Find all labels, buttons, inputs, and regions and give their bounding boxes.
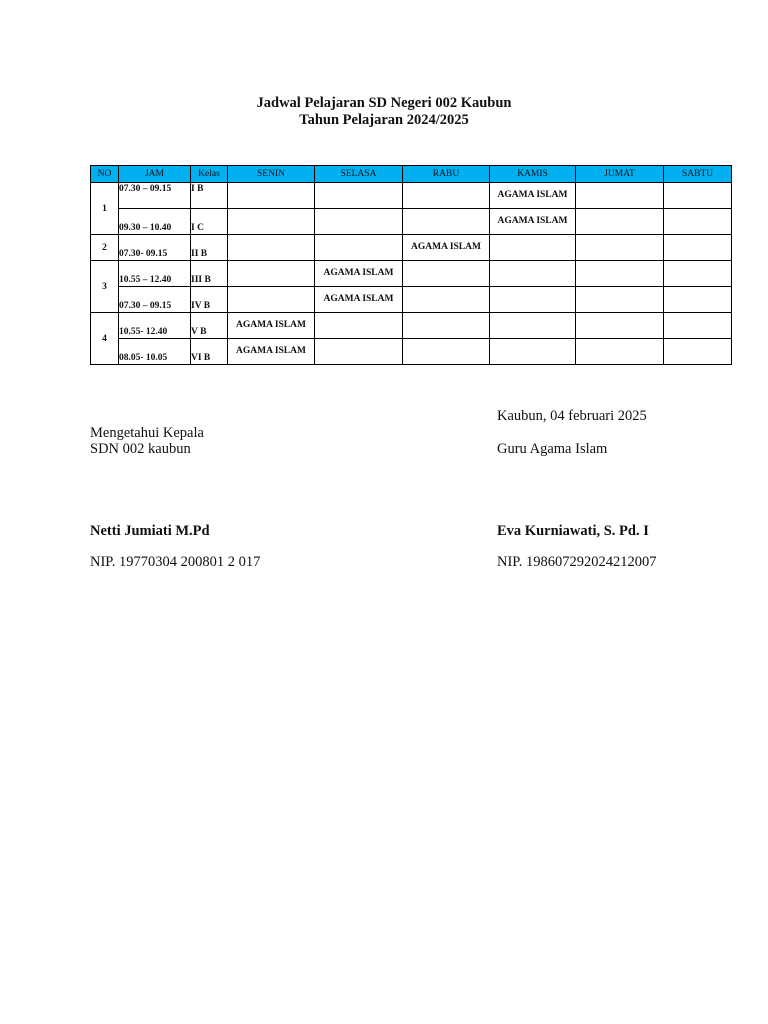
column-header: JAM bbox=[119, 166, 191, 183]
table-row bbox=[91, 183, 732, 209]
column-header: SELASA bbox=[315, 166, 403, 183]
class-cell: VI B bbox=[191, 339, 228, 365]
kamis-cell bbox=[490, 261, 576, 287]
time-cell: 10.55 – 12.40 bbox=[119, 261, 191, 287]
kamis-cell bbox=[490, 339, 576, 365]
table-row bbox=[91, 313, 732, 339]
sabtu-cell bbox=[664, 235, 732, 261]
jumat-cell bbox=[576, 209, 664, 235]
document-title: Jadwal Pelajaran SD Negeri 002 Kaubun bbox=[256, 95, 512, 111]
column-header: Kelas bbox=[191, 166, 228, 183]
signer-nip-left: NIP. 19770304 200801 2 017 bbox=[90, 554, 261, 570]
table-row bbox=[91, 261, 732, 287]
rabu-cell bbox=[403, 339, 490, 365]
table-row bbox=[91, 209, 732, 235]
signer-role-left-line2: SDN 002 kaubun bbox=[90, 441, 191, 457]
senin-cell bbox=[228, 183, 315, 209]
selasa-cell bbox=[315, 235, 403, 261]
senin-cell bbox=[228, 261, 315, 287]
kamis-cell bbox=[490, 287, 576, 313]
kamis-cell bbox=[490, 313, 576, 339]
selasa-cell bbox=[315, 313, 403, 339]
rabu-cell bbox=[403, 209, 490, 235]
column-header: NO bbox=[91, 166, 119, 183]
place-date: Kaubun, 04 februari 2025 bbox=[497, 408, 647, 424]
signer-role-right: Guru Agama Islam bbox=[497, 441, 608, 457]
document-subtitle: Tahun Pelajaran 2024/2025 bbox=[299, 112, 469, 128]
column-header: JUMAT bbox=[576, 166, 664, 183]
table-row bbox=[91, 235, 732, 261]
time-cell: 08.05- 10.05 bbox=[119, 339, 191, 365]
jumat-cell bbox=[576, 313, 664, 339]
sabtu-cell bbox=[664, 313, 732, 339]
row-number: 2 bbox=[91, 235, 119, 261]
sabtu-cell bbox=[664, 287, 732, 313]
table-header-row bbox=[91, 166, 732, 183]
jumat-cell bbox=[576, 287, 664, 313]
selasa-cell bbox=[315, 339, 403, 365]
row-number: 4 bbox=[91, 313, 119, 365]
jumat-cell bbox=[576, 339, 664, 365]
column-header: KAMIS bbox=[490, 166, 576, 183]
selasa-cell bbox=[315, 183, 403, 209]
class-cell: IV B bbox=[191, 287, 228, 313]
signer-role-left-line1: Mengetahui Kepala bbox=[90, 425, 204, 441]
jumat-cell bbox=[576, 261, 664, 287]
signer-name-left: Netti Jumiati M.Pd bbox=[90, 523, 210, 539]
rabu-cell bbox=[403, 261, 490, 287]
time-cell: 07.30 – 09.15 bbox=[119, 183, 191, 209]
kamis-cell: AGAMA ISLAM bbox=[490, 183, 576, 209]
kamis-cell: AGAMA ISLAM bbox=[490, 209, 576, 235]
sabtu-cell bbox=[664, 261, 732, 287]
jumat-cell bbox=[576, 183, 664, 209]
time-cell: 07.30- 09.15 bbox=[119, 235, 191, 261]
senin-cell bbox=[228, 209, 315, 235]
signer-nip-right: NIP. 198607292024212007 bbox=[497, 554, 657, 570]
signer-name-right: Eva Kurniawati, S. Pd. I bbox=[497, 523, 649, 539]
class-cell: III B bbox=[191, 261, 228, 287]
class-cell: V B bbox=[191, 313, 228, 339]
senin-cell: AGAMA ISLAM bbox=[228, 313, 315, 339]
class-cell: I C bbox=[191, 209, 228, 235]
rabu-cell bbox=[403, 313, 490, 339]
sabtu-cell bbox=[664, 183, 732, 209]
schedule-table bbox=[90, 165, 732, 365]
table-row bbox=[91, 287, 732, 313]
sabtu-cell bbox=[664, 339, 732, 365]
selasa-cell: AGAMA ISLAM bbox=[315, 261, 403, 287]
row-number: 1 bbox=[91, 183, 119, 235]
row-number: 3 bbox=[91, 261, 119, 313]
column-header: RABU bbox=[403, 166, 490, 183]
senin-cell bbox=[228, 235, 315, 261]
jumat-cell bbox=[576, 235, 664, 261]
class-cell: II B bbox=[191, 235, 228, 261]
column-header: SABTU bbox=[664, 166, 732, 183]
table-row bbox=[91, 339, 732, 365]
time-cell: 07.30 – 09.15 bbox=[119, 287, 191, 313]
column-header: SENIN bbox=[228, 166, 315, 183]
selasa-cell bbox=[315, 209, 403, 235]
time-cell: 10.55- 12.40 bbox=[119, 313, 191, 339]
time-cell: 09.30 – 10.40 bbox=[119, 209, 191, 235]
rabu-cell bbox=[403, 183, 490, 209]
senin-cell: AGAMA ISLAM bbox=[228, 339, 315, 365]
senin-cell bbox=[228, 287, 315, 313]
class-cell: I B bbox=[191, 183, 228, 209]
kamis-cell bbox=[490, 235, 576, 261]
selasa-cell: AGAMA ISLAM bbox=[315, 287, 403, 313]
rabu-cell: AGAMA ISLAM bbox=[403, 235, 490, 261]
sabtu-cell bbox=[664, 209, 732, 235]
rabu-cell bbox=[403, 287, 490, 313]
